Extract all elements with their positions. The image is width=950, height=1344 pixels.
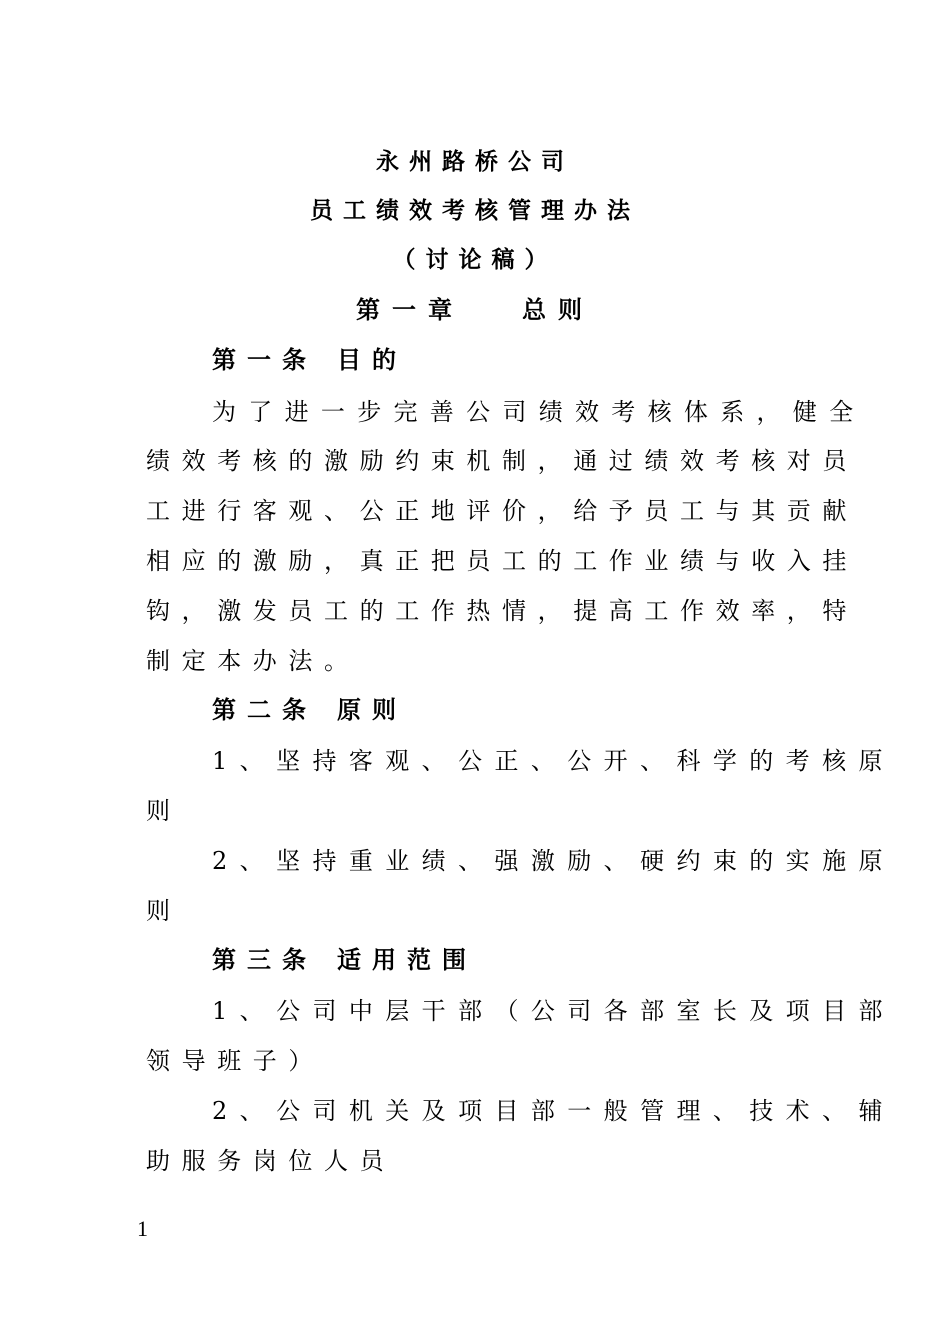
article-heading-3 xyxy=(212,940,477,975)
chapter-heading xyxy=(0,290,950,325)
chapter-number: 第一章 xyxy=(356,295,464,324)
article-heading-1 xyxy=(212,340,407,375)
paragraph-line: 1、公司中层干部（公司各部室长及项目部 xyxy=(212,997,895,1025)
paragraph-line: 工进行客观、公正地评价，给予员工与其贡献 xyxy=(146,497,858,525)
paragraph-line: 则 xyxy=(146,797,170,825)
paragraph-line: 则 xyxy=(146,897,170,925)
article-number: 第二条 xyxy=(212,695,317,724)
paragraph-line: 2、坚持重业绩、强激励、硬约束的实施原 xyxy=(212,847,895,875)
article-name: 原则 xyxy=(337,695,407,724)
article-name: 目的 xyxy=(337,345,407,374)
document-title: 员工绩效考核管理办法 xyxy=(310,197,640,224)
paragraph-line: 相应的激励，真正把员工的工作业绩与收入挂 xyxy=(146,547,858,575)
paragraph-line: 绩效考核的激励约束机制，通过绩效考核对员 xyxy=(146,447,858,475)
chapter-name: 总则 xyxy=(522,295,594,324)
paragraph-line: 领导班子） xyxy=(146,1047,324,1075)
page-number: 1 xyxy=(137,1216,148,1241)
paragraph-line: 1、坚持客观、公正、公开、科学的考核原 xyxy=(212,747,895,775)
company-title: 永州路桥公司 xyxy=(376,148,574,175)
article-number: 第三条 xyxy=(212,945,317,974)
paragraph-line: 制定本办法。 xyxy=(146,647,360,675)
draft-note: （讨论稿） xyxy=(392,246,558,273)
article-heading-2 xyxy=(212,690,407,725)
article-name: 适用范围 xyxy=(337,945,477,974)
paragraph-line: 2、公司机关及项目部一般管理、技术、辅 xyxy=(212,1097,895,1125)
paragraph-line: 钩，激发员工的工作热情，提高工作效率，特 xyxy=(146,597,858,625)
paragraph-line: 助服务岗位人员 xyxy=(146,1147,396,1175)
paragraph-line: 为了进一步完善公司绩效考核体系，健全 xyxy=(212,398,866,426)
article-number: 第一条 xyxy=(212,345,317,374)
